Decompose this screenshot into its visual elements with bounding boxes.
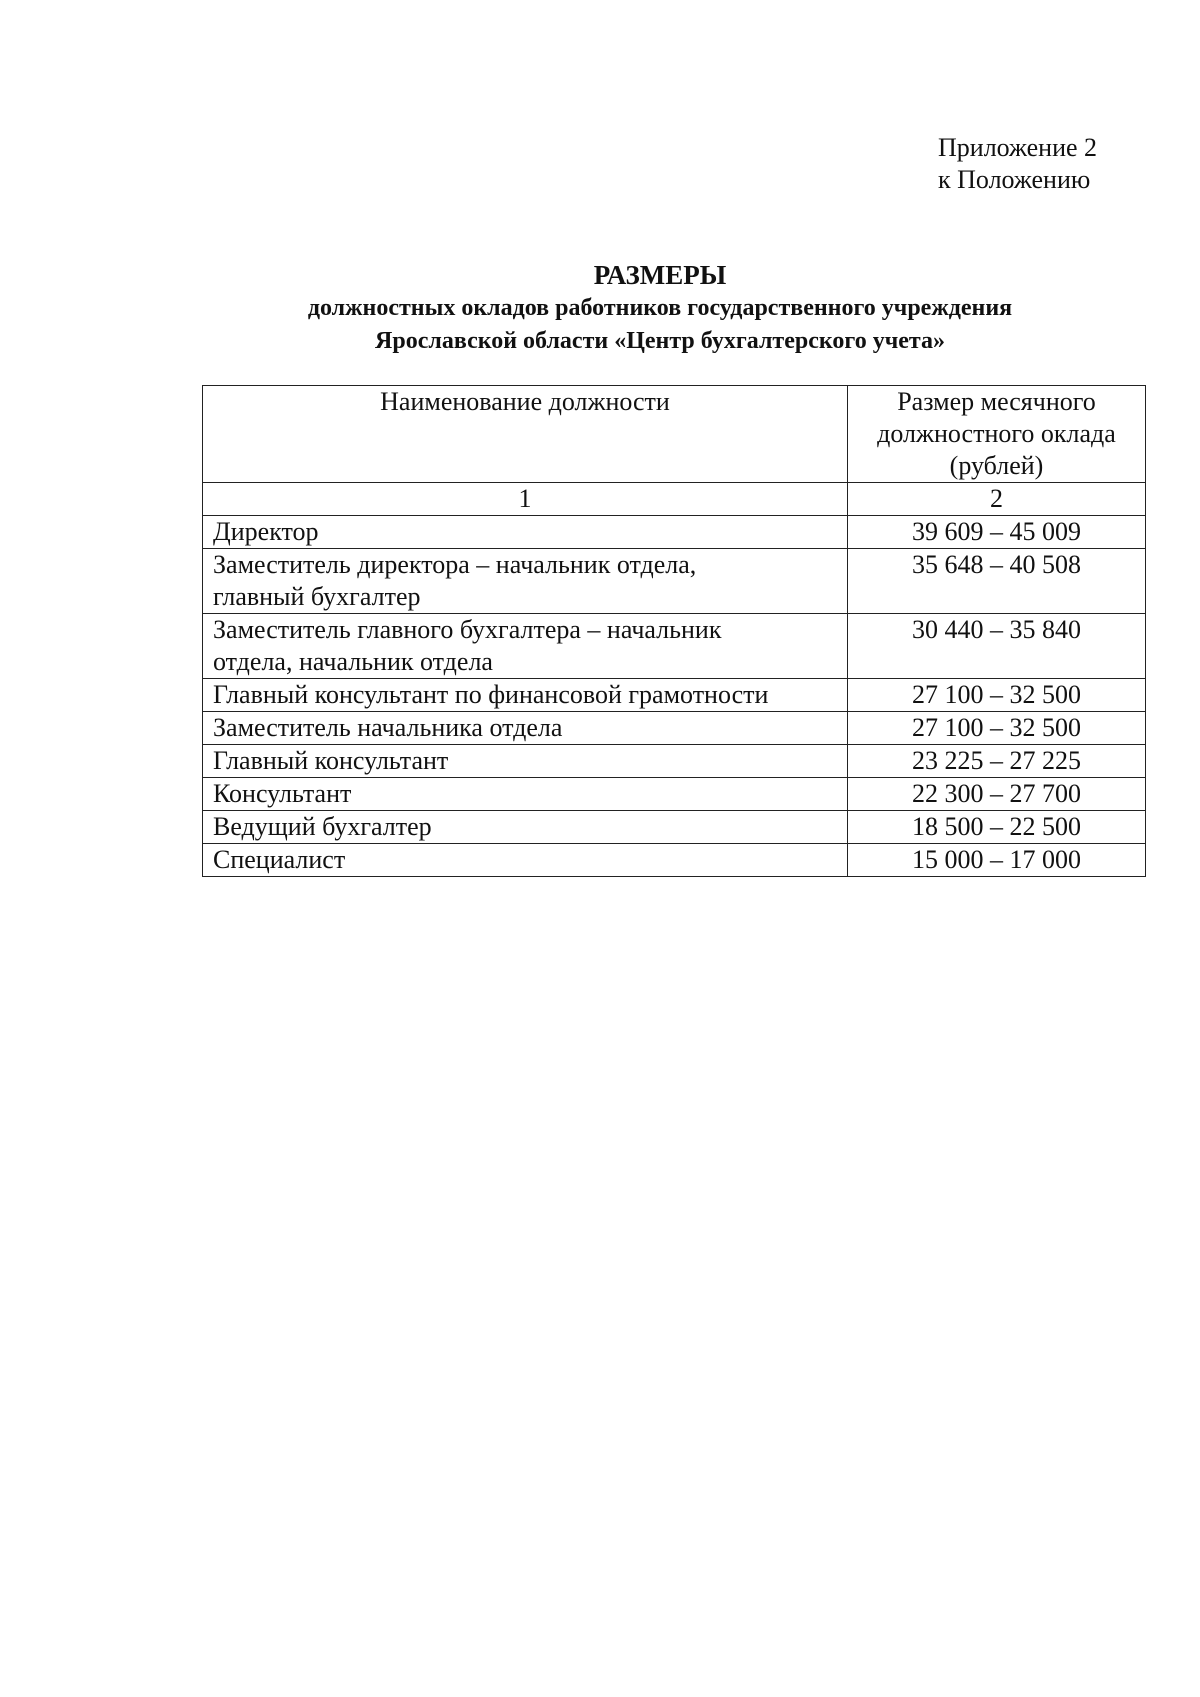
column-number-1: 1	[203, 483, 848, 516]
salary-range-cell: 39 609 – 45 009	[848, 516, 1146, 549]
header-salary-line-3: (рублей)	[949, 451, 1044, 480]
table-row	[203, 844, 1146, 877]
salary-range-cell: 15 000 – 17 000	[848, 844, 1146, 877]
annex-number: Приложение 2	[938, 133, 1098, 162]
position-cell	[203, 745, 848, 778]
position-cell	[203, 516, 848, 549]
table-row	[203, 811, 1146, 844]
table-row	[203, 614, 1146, 679]
table-row	[203, 516, 1146, 549]
salary-range-cell: 18 500 – 22 500	[848, 811, 1146, 844]
position-cell	[203, 712, 848, 745]
table-row	[203, 549, 1146, 614]
position-name-line: Директор	[213, 517, 319, 546]
header-position-label: Наименование должности	[380, 387, 670, 416]
header-salary-line-2: должностного оклада	[877, 419, 1116, 448]
header-salary-line-1: Размер месячного	[897, 387, 1096, 416]
position-name-line: Главный консультант по финансовой грамотности	[213, 680, 769, 709]
annex-reference	[938, 132, 1097, 196]
header-salary	[848, 386, 1146, 483]
position-name-line: отдела, начальник отдела	[213, 647, 493, 676]
table-row	[203, 712, 1146, 745]
salary-table	[202, 385, 1146, 877]
salary-rows	[203, 516, 1146, 877]
annex-regulation-reference: к Положению	[938, 165, 1091, 194]
position-name-line: главный бухгалтер	[213, 582, 421, 611]
position-cell	[203, 549, 848, 614]
salary-range-cell: 35 648 – 40 508	[848, 549, 1146, 614]
salary-range-cell: 27 100 – 32 500	[848, 679, 1146, 712]
position-name-line: Заместитель начальника отдела	[213, 713, 563, 742]
salary-range-cell: 30 440 – 35 840	[848, 614, 1146, 679]
position-cell	[203, 614, 848, 679]
position-name-line: Ведущий бухгалтер	[213, 812, 432, 841]
table-row	[203, 745, 1146, 778]
position-cell	[203, 811, 848, 844]
position-name-line: Специалист	[213, 845, 346, 874]
table-header-row	[203, 386, 1146, 483]
document-title	[180, 258, 1140, 358]
position-name-line: Заместитель главного бухгалтера – начальник	[213, 615, 722, 644]
position-name-line: Главный консультант	[213, 746, 449, 775]
position-name-line: Заместитель директора – начальник отдела,	[213, 550, 697, 579]
title-line-1: должностных окладов работников государственного учреждения	[307, 295, 1013, 321]
salary-range-cell: 27 100 – 32 500	[848, 712, 1146, 745]
salary-range-cell: 23 225 – 27 225	[848, 745, 1146, 778]
salary-range-cell: 22 300 – 27 700	[848, 778, 1146, 811]
table-row	[203, 679, 1146, 712]
header-position	[203, 386, 848, 483]
column-number-2: 2	[848, 483, 1146, 516]
position-cell	[203, 778, 848, 811]
position-name-line: Консультант	[213, 779, 352, 808]
position-cell	[203, 679, 848, 712]
column-numbering-row	[203, 483, 1146, 516]
position-cell	[203, 844, 848, 877]
title-line-2: Ярославской области «Центр бухгалтерского учета»	[375, 328, 945, 354]
title-main: РАЗМЕРЫ	[593, 260, 727, 290]
table-row	[203, 778, 1146, 811]
